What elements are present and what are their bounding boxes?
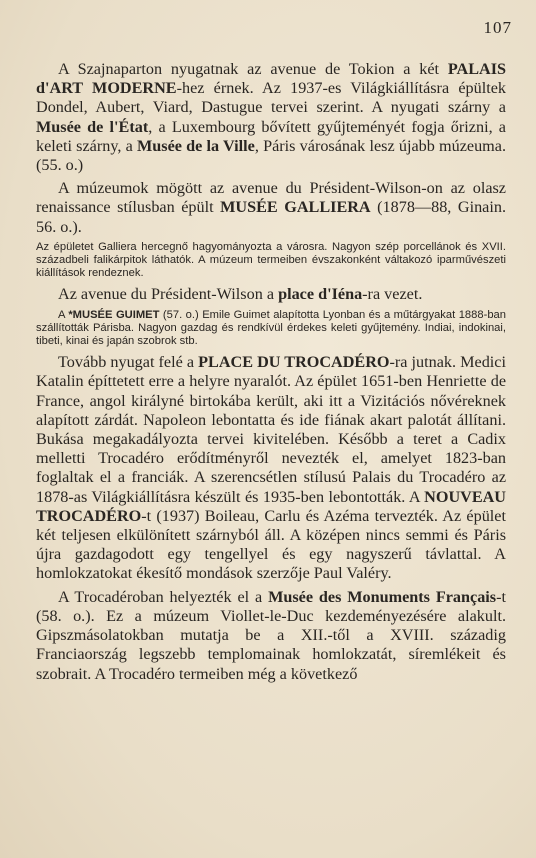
bold-term: Musée des Monuments Français <box>268 587 497 606</box>
bold-term: Musée de la Ville <box>137 136 255 155</box>
text-run: , Páris városának lesz újabb múzeuma. (55. o.) <box>36 136 506 175</box>
bold-term: place d'Iéna <box>278 285 363 304</box>
bold-term: PLACE DU TROCADÉRO <box>198 353 390 372</box>
small-print-paragraph <box>36 241 506 281</box>
bold-term: PALAIS d'ART MODERNE <box>36 60 506 98</box>
text-run: (1878—88, Ginain. 56. o.). <box>36 198 506 236</box>
text-run: -ra jutnak. Medici Katalin építtetett erre a helyre nyaralót. Az épület 1651-ben Henriette de France, angol királyné birtokába került, aki itt a Vizitációs nővéreknek alapított zárdát. Napoleon lebontatta és ide fiának akart palotát állítani. Bukása megakadályozta tervei kivitelében. Később a teret a Cadix melletti Trocadéro erődítményről nevezték el, amelyet 1823-ban foglaltak el a franciák. A szerencsétlen stílusú Palais du Trocadéro az 1878-as Világkiállításra készült és 1935-ben lebontották. A <box>36 353 506 506</box>
bold-term: Musée de l'État <box>36 117 149 136</box>
text-run: Az épületet Galliera hercegnő hagyományozta a városra. Nagyon szép porcellánok és XVII. századbeli falikárpitok láthatók. A múzeum termeiben évszakonként váltakozó iparművészeti kiállítások rendeznek. <box>36 240 506 280</box>
text-run: Az avenue du Président-Wilson a <box>58 285 279 304</box>
text-run: -t (1937) Boileau, Carlu és Azéma tervezték. Az épület két teljesen elkülönített szárnyból áll. A középen nincs semmi és Páris újra gazdagodott egy tengellyel és egy nagyszerű távlattal. A homlokzatokat ékesítő mondások szerzője Paul Valéry. <box>36 506 506 583</box>
text-run: A Szajnaparton nyugatnak az avenue de Tokion a két <box>58 60 448 78</box>
page-number: 107 <box>483 18 512 37</box>
small-print-paragraph <box>36 309 506 349</box>
body-paragraph <box>36 285 506 304</box>
page-content <box>36 60 506 688</box>
body-paragraph <box>36 588 506 684</box>
body-paragraph <box>36 353 506 583</box>
text-run: -t (58. o.). Ez a múzeum Viollet-le-Duc kezdeményezésére alakult. Gipszmásolatokban mutatja be a XII.-től a XVIII. századig Franciaország legszebb templomainak homlokzatát, síremlékeit és szobrait. A Trocadéro termeiben még a következő <box>36 587 506 683</box>
text-run: A <box>58 308 69 321</box>
text-run: A múzeumok mögött az avenue du Président-Wilson-on az olasz renaissance stílusban épült <box>36 179 506 217</box>
text-run: , a Luxembourg bővített gyűjteményét fogja őrizni, a keleti szárny, a <box>36 117 506 155</box>
bold-term: MUSÉE GALLIERA <box>220 198 371 217</box>
bold-term: NOUVEAU TROCADÉRO <box>36 487 506 525</box>
text-run: A Trocadéroban helyezték el a <box>58 587 269 606</box>
body-paragraph <box>36 179 506 237</box>
text-run: -ra vezet. <box>362 285 423 304</box>
text-run: Tovább nyugat felé a <box>58 353 199 372</box>
bold-term: *MUSÉE GUIMET <box>68 308 160 321</box>
text-run: -hez érnek. Az 1937-es Világkiállításra épültek Dondel, Aubert, Viard, Dastugue tervei szerint. A nyugati szárny a <box>36 79 507 117</box>
body-paragraph <box>36 60 506 175</box>
text-run: (57. o.) Emile Guimet alapította Lyonban és a műtárgyakat 1888-ban szállították Párisba. Nagyon gazdag és rendkívül érdekes keleti gyűjtemény. Indiai, indokinai, tibeti, kinai és japán szobrok stb. <box>36 308 506 348</box>
